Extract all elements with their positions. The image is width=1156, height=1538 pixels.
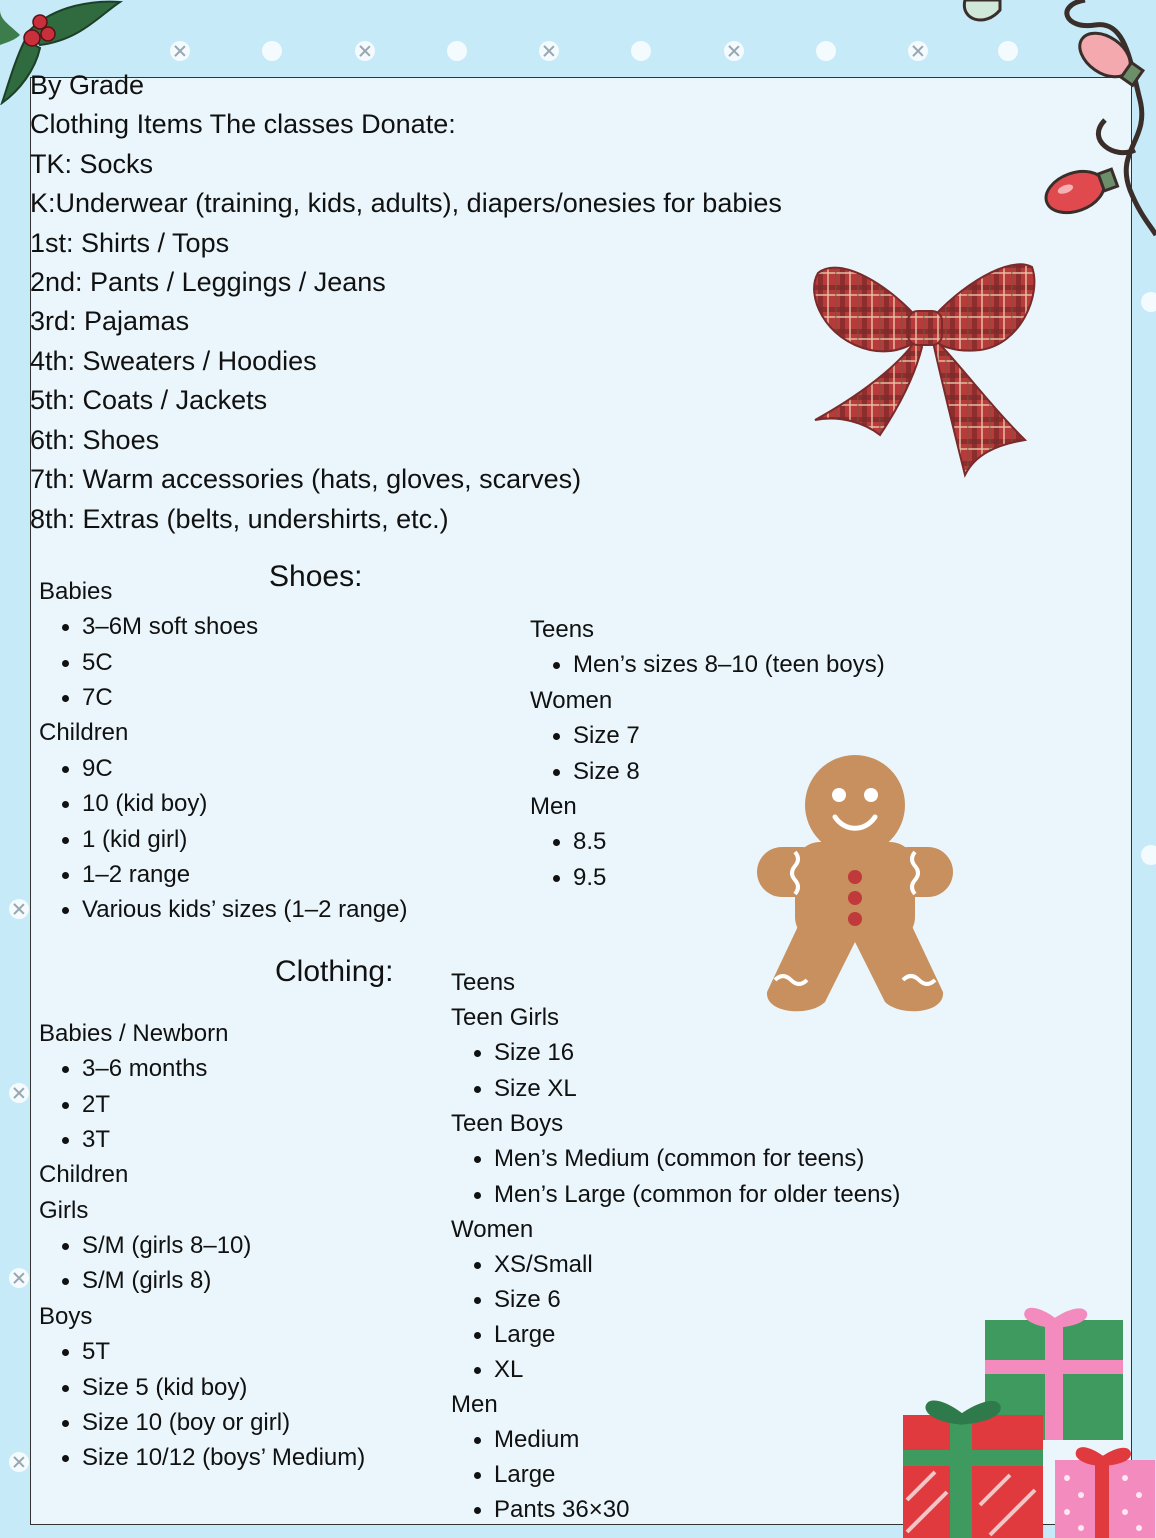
list-item: 9.5	[573, 864, 607, 891]
clothing-heading: Clothing:	[275, 955, 394, 988]
dot-decoration	[9, 1452, 29, 1472]
clothing-babies-label: Babies / Newborn	[39, 1020, 229, 1047]
list-item: Size 6	[494, 1286, 561, 1313]
list-item: Size XL	[494, 1075, 577, 1102]
clothing-girls-label: Girls	[39, 1197, 89, 1224]
dot-decoration	[262, 41, 282, 61]
clothing-men-label: Men	[451, 1391, 498, 1418]
clothing-teen-girls-label: Teen Girls	[451, 1004, 560, 1031]
clothing-children-label: Children	[39, 1161, 129, 1188]
list-item: Men’s Large (common for older teens)	[494, 1181, 901, 1208]
dot-decoration	[1141, 292, 1156, 312]
grade-line: 5th: Coats / Jackets	[30, 385, 268, 415]
list-item: 9C	[82, 755, 113, 782]
by-grade-title: By Grade	[30, 70, 145, 100]
clothing-teen-boys-label: Teen Boys	[451, 1110, 564, 1137]
list-item: S/M (girls 8)	[82, 1267, 212, 1294]
list-item: 3–6 months	[82, 1055, 208, 1082]
shoes-women-label: Women	[530, 687, 613, 714]
list-item: Size 10/12 (boys’ Medium)	[82, 1444, 366, 1471]
list-item: Size 7	[573, 722, 640, 749]
shoes-heading: Shoes:	[269, 560, 363, 593]
list-item: Size 10 (boy or girl)	[82, 1409, 291, 1436]
list-item: Men’s Medium (common for teens)	[494, 1145, 865, 1172]
list-item: XL	[494, 1356, 524, 1383]
dot-decoration	[355, 41, 375, 61]
grade-line: 1st: Shirts / Tops	[30, 228, 230, 258]
dot-decoration	[539, 41, 559, 61]
gingerbread-man-icon	[755, 752, 955, 1017]
list-item: Size 5 (kid boy)	[82, 1374, 248, 1401]
list-item: Men’s sizes 8–10 (teen boys)	[573, 651, 885, 678]
clothing-boys-label: Boys	[39, 1303, 93, 1330]
dot-decoration	[170, 41, 190, 61]
plaid-bow-icon	[810, 255, 1040, 480]
list-item: 1 (kid girl)	[82, 826, 188, 853]
shoes-babies-label: Babies	[39, 578, 113, 605]
string-lights-icon	[955, 0, 1156, 240]
list-item: Pants 36×30	[494, 1496, 630, 1523]
dot-decoration	[724, 41, 744, 61]
list-item: 1–2 range	[82, 861, 191, 888]
clothing-teens-label: Teens	[451, 969, 516, 996]
dot-decoration	[9, 1083, 29, 1103]
list-item: 10 (kid boy)	[82, 790, 208, 817]
list-item: XS/Small	[494, 1251, 593, 1278]
intro-subtitle: Clothing Items The classes Donate:	[30, 109, 456, 139]
shoes-children-label: Children	[39, 719, 129, 746]
list-item: S/M (girls 8–10)	[82, 1232, 252, 1259]
list-item: Medium	[494, 1426, 580, 1453]
list-item: 7C	[82, 684, 113, 711]
grade-line: 4th: Sweaters / Hoodies	[30, 346, 317, 376]
list-item: 3T	[82, 1126, 111, 1153]
list-item: Large	[494, 1461, 556, 1488]
dot-decoration	[631, 41, 651, 61]
list-item: Various kids’ sizes (1–2 range)	[82, 896, 408, 923]
list-item: 3–6M soft shoes	[82, 613, 259, 640]
list-item: 5C	[82, 649, 113, 676]
clothing-women-label: Women	[451, 1216, 534, 1243]
list-item: 2T	[82, 1091, 111, 1118]
dot-decoration	[816, 41, 836, 61]
dot-decoration	[9, 899, 29, 919]
dot-decoration	[908, 41, 928, 61]
dot-decoration	[447, 41, 467, 61]
grade-line: K:Underwear (training, kids, adults), diapers/onesies for babies	[30, 188, 782, 218]
grade-line: 8th: Extras (belts, undershirts, etc.)	[30, 504, 449, 534]
list-item: Size 8	[573, 758, 640, 785]
gift-boxes-icon	[895, 1300, 1156, 1538]
grade-line: 3rd: Pajamas	[30, 306, 190, 336]
list-item: 8.5	[573, 828, 607, 855]
grade-line: 6th: Shoes	[30, 425, 160, 455]
list-item: 5T	[82, 1338, 111, 1365]
grade-line: 7th: Warm accessories (hats, gloves, scarves)	[30, 464, 582, 494]
list-item: Large	[494, 1321, 556, 1348]
grade-line: TK: Socks	[30, 149, 154, 179]
grade-line: 2nd: Pants / Leggings / Jeans	[30, 267, 386, 297]
dot-decoration	[1141, 845, 1156, 865]
shoes-men-label: Men	[530, 793, 577, 820]
shoes-teens-label: Teens	[530, 616, 595, 643]
list-item: Size 16	[494, 1039, 575, 1066]
holly-icon	[0, 0, 125, 105]
dot-decoration	[9, 1268, 29, 1288]
